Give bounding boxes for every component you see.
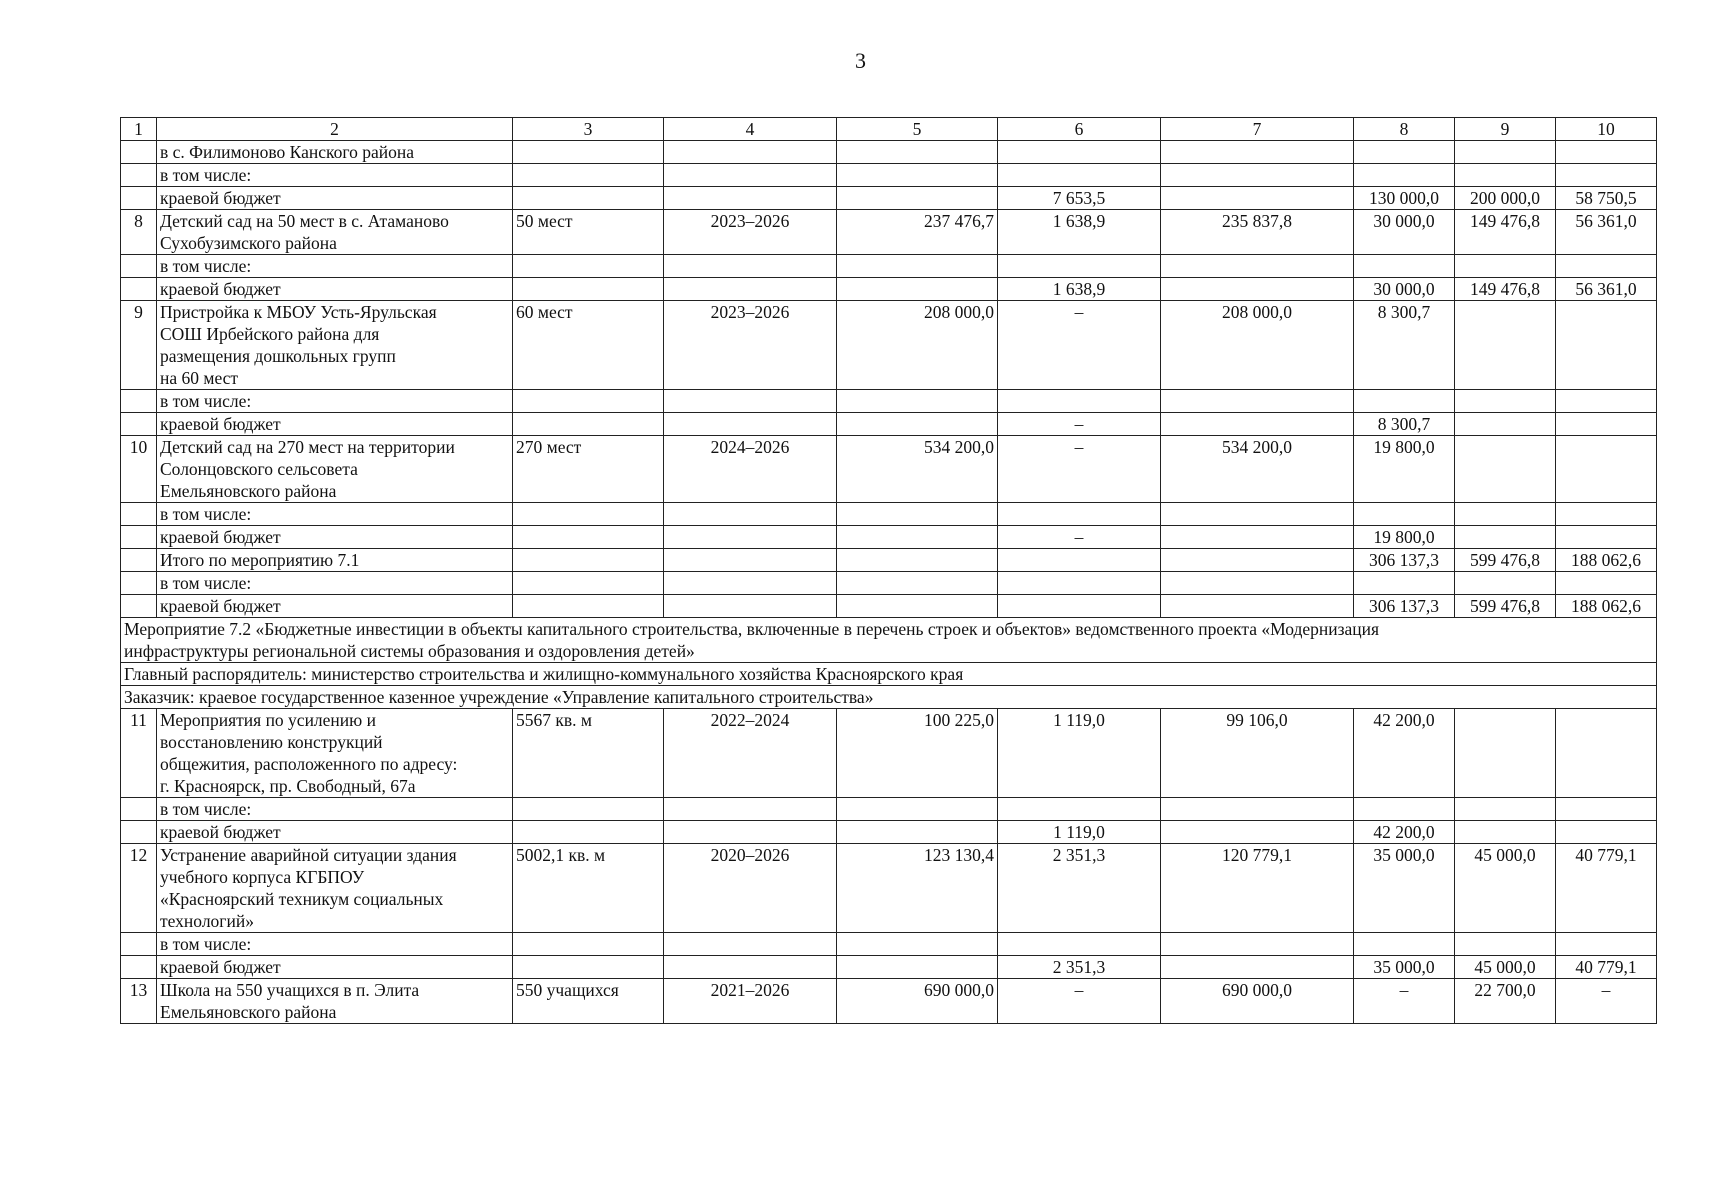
row-name-cell: в с. Филимоново Канского района <box>157 141 513 164</box>
row-name-cell: краевой бюджет <box>157 413 513 436</box>
table-row <box>121 956 1657 979</box>
table-row <box>121 390 1657 413</box>
row-number-cell: 13 <box>121 979 157 1024</box>
value-cell: 22 700,0 <box>1455 979 1556 1024</box>
value-cell: 130 000,0 <box>1354 187 1455 210</box>
value-cell: 5002,1 кв. м <box>513 844 664 933</box>
table-row <box>121 821 1657 844</box>
value-cell <box>513 390 664 413</box>
value-cell <box>664 526 837 549</box>
table-row <box>121 187 1657 210</box>
row-number-cell: 8 <box>121 210 157 255</box>
value-cell <box>1455 526 1556 549</box>
row-name-cell: в том числе: <box>157 164 513 187</box>
value-cell <box>998 595 1161 618</box>
value-cell: 123 130,4 <box>837 844 998 933</box>
value-cell <box>998 390 1161 413</box>
table-row <box>121 798 1657 821</box>
col-header: 2 <box>157 118 513 141</box>
value-cell: 149 476,8 <box>1455 278 1556 301</box>
value-cell <box>998 572 1161 595</box>
value-cell: 60 мест <box>513 301 664 390</box>
value-cell: – <box>998 413 1161 436</box>
value-cell: 8 300,7 <box>1354 413 1455 436</box>
value-cell <box>1354 390 1455 413</box>
value-cell: – <box>1556 979 1657 1024</box>
value-cell: 2 351,3 <box>998 956 1161 979</box>
row-number-cell <box>121 503 157 526</box>
value-cell <box>837 503 998 526</box>
value-cell: – <box>998 526 1161 549</box>
row-name-cell: краевой бюджет <box>157 187 513 210</box>
value-cell <box>1455 255 1556 278</box>
value-cell <box>1161 187 1354 210</box>
value-cell <box>1161 798 1354 821</box>
row-number-cell: 11 <box>121 709 157 798</box>
row-number-cell: 9 <box>121 301 157 390</box>
table-row <box>121 709 1657 798</box>
table-row <box>121 526 1657 549</box>
row-number-cell: 10 <box>121 436 157 503</box>
value-cell <box>1455 301 1556 390</box>
value-cell <box>837 526 998 549</box>
value-cell <box>1161 821 1354 844</box>
row-number-cell <box>121 821 157 844</box>
value-cell: 5567 кв. м <box>513 709 664 798</box>
value-cell <box>998 164 1161 187</box>
row-name-cell: в том числе: <box>157 255 513 278</box>
value-cell: 2021–2026 <box>664 979 837 1024</box>
value-cell <box>513 956 664 979</box>
row-name-cell: Школа на 550 учащихся в п. Элита Емельяновского района <box>157 979 513 1024</box>
table-row <box>121 255 1657 278</box>
value-cell <box>1556 572 1657 595</box>
value-cell <box>513 549 664 572</box>
value-cell: 56 361,0 <box>1556 278 1657 301</box>
value-cell <box>1354 933 1455 956</box>
value-cell: 45 000,0 <box>1455 956 1556 979</box>
value-cell: 8 300,7 <box>1354 301 1455 390</box>
value-cell: 45 000,0 <box>1455 844 1556 933</box>
value-cell <box>1455 572 1556 595</box>
row-number-cell <box>121 278 157 301</box>
column-number-row <box>121 118 1657 141</box>
value-cell <box>998 933 1161 956</box>
value-cell <box>513 526 664 549</box>
value-cell <box>664 821 837 844</box>
value-cell <box>1556 503 1657 526</box>
value-cell <box>1354 164 1455 187</box>
value-cell: 30 000,0 <box>1354 210 1455 255</box>
value-cell <box>837 278 998 301</box>
col-header: 4 <box>664 118 837 141</box>
row-number-cell: 12 <box>121 844 157 933</box>
value-cell <box>1455 503 1556 526</box>
value-cell <box>1161 390 1354 413</box>
value-cell <box>1161 278 1354 301</box>
value-cell: 2023–2026 <box>664 210 837 255</box>
value-cell: 690 000,0 <box>837 979 998 1024</box>
value-cell <box>837 798 998 821</box>
value-cell <box>1161 141 1354 164</box>
value-cell <box>837 413 998 436</box>
value-cell: 40 779,1 <box>1556 956 1657 979</box>
row-number-cell <box>121 572 157 595</box>
value-cell <box>1556 821 1657 844</box>
value-cell: 270 мест <box>513 436 664 503</box>
value-cell <box>837 595 998 618</box>
value-cell: 58 750,5 <box>1556 187 1657 210</box>
table-row <box>121 933 1657 956</box>
value-cell <box>664 413 837 436</box>
value-cell <box>1161 572 1354 595</box>
value-cell <box>837 164 998 187</box>
value-cell: 235 837,8 <box>1161 210 1354 255</box>
value-cell: 99 106,0 <box>1161 709 1354 798</box>
row-name-cell: краевой бюджет <box>157 278 513 301</box>
value-cell: 100 225,0 <box>837 709 998 798</box>
col-header: 6 <box>998 118 1161 141</box>
value-cell <box>1161 503 1354 526</box>
row-name-cell: Детский сад на 270 мест на территории Солонцовского сельсовета Емельяновского района <box>157 436 513 503</box>
value-cell: 208 000,0 <box>1161 301 1354 390</box>
section-text: Мероприятие 7.2 «Бюджетные инвестиции в объекты капитального строительства, включенные в перечень строек и объектов» ведомственного проекта «Модернизация инфраструктуры региональной системы образования и оздоровления детей» <box>121 618 1657 663</box>
col-header: 9 <box>1455 118 1556 141</box>
value-cell <box>513 187 664 210</box>
value-cell <box>1354 572 1455 595</box>
value-cell <box>1556 255 1657 278</box>
row-name-cell: в том числе: <box>157 933 513 956</box>
value-cell <box>1455 933 1556 956</box>
value-cell: 2022–2024 <box>664 709 837 798</box>
value-cell: – <box>1354 979 1455 1024</box>
value-cell <box>664 141 837 164</box>
value-cell <box>1161 956 1354 979</box>
value-cell <box>1354 141 1455 164</box>
value-cell: 30 000,0 <box>1354 278 1455 301</box>
table-row <box>121 413 1657 436</box>
value-cell: 1 638,9 <box>998 210 1161 255</box>
value-cell <box>513 164 664 187</box>
section-text: Главный распорядитель: министерство строительства и жилищно-коммунального хозяйства Красноярского края <box>121 663 1657 686</box>
value-cell: 1 119,0 <box>998 709 1161 798</box>
value-cell: 50 мест <box>513 210 664 255</box>
section-row <box>121 663 1657 686</box>
table-row <box>121 572 1657 595</box>
value-cell: 35 000,0 <box>1354 956 1455 979</box>
value-cell: 200 000,0 <box>1455 187 1556 210</box>
value-cell <box>837 390 998 413</box>
value-cell: 56 361,0 <box>1556 210 1657 255</box>
value-cell <box>664 164 837 187</box>
section-row <box>121 686 1657 709</box>
value-cell: 40 779,1 <box>1556 844 1657 933</box>
value-cell <box>513 413 664 436</box>
table-row <box>121 844 1657 933</box>
value-cell <box>837 187 998 210</box>
budget-table <box>120 117 1657 1024</box>
row-number-cell <box>121 956 157 979</box>
row-name-cell: в том числе: <box>157 798 513 821</box>
value-cell: 534 200,0 <box>1161 436 1354 503</box>
value-cell: 237 476,7 <box>837 210 998 255</box>
row-number-cell <box>121 549 157 572</box>
value-cell <box>513 572 664 595</box>
value-cell: 1 638,9 <box>998 278 1161 301</box>
row-number-cell <box>121 255 157 278</box>
row-name-cell: краевой бюджет <box>157 526 513 549</box>
value-cell <box>1161 164 1354 187</box>
value-cell: 35 000,0 <box>1354 844 1455 933</box>
value-cell <box>664 572 837 595</box>
value-cell <box>1455 141 1556 164</box>
value-cell <box>998 503 1161 526</box>
col-header: 3 <box>513 118 664 141</box>
value-cell <box>998 549 1161 572</box>
value-cell: 188 062,6 <box>1556 549 1657 572</box>
value-cell: 149 476,8 <box>1455 210 1556 255</box>
value-cell <box>1455 709 1556 798</box>
value-cell <box>998 798 1161 821</box>
value-cell: 306 137,3 <box>1354 549 1455 572</box>
value-cell <box>664 549 837 572</box>
table-row <box>121 210 1657 255</box>
table-body <box>121 118 1657 1024</box>
row-name-cell: краевой бюджет <box>157 956 513 979</box>
value-cell <box>513 595 664 618</box>
value-cell <box>837 572 998 595</box>
row-name-cell: Мероприятия по усилению и восстановлению конструкций общежития, расположенного по адресу: г. Красноярск, пр. Свободный, 67а <box>157 709 513 798</box>
value-cell <box>837 255 998 278</box>
section-row <box>121 618 1657 663</box>
value-cell <box>1556 390 1657 413</box>
value-cell: 2 351,3 <box>998 844 1161 933</box>
value-cell <box>998 141 1161 164</box>
value-cell <box>1556 301 1657 390</box>
value-cell <box>664 255 837 278</box>
value-cell <box>664 390 837 413</box>
value-cell <box>837 933 998 956</box>
value-cell <box>664 187 837 210</box>
value-cell <box>1556 709 1657 798</box>
value-cell: 42 200,0 <box>1354 821 1455 844</box>
table-row <box>121 301 1657 390</box>
value-cell: 2024–2026 <box>664 436 837 503</box>
value-cell <box>837 141 998 164</box>
value-cell <box>513 933 664 956</box>
value-cell <box>1161 255 1354 278</box>
value-cell <box>1556 933 1657 956</box>
value-cell <box>664 595 837 618</box>
value-cell: 2020–2026 <box>664 844 837 933</box>
value-cell <box>664 956 837 979</box>
value-cell <box>513 821 664 844</box>
value-cell: 306 137,3 <box>1354 595 1455 618</box>
section-text: Заказчик: краевое государственное казенное учреждение «Управление капитального строительства» <box>121 686 1657 709</box>
value-cell: 690 000,0 <box>1161 979 1354 1024</box>
value-cell: 599 476,8 <box>1455 595 1556 618</box>
page-number: 3 <box>855 48 866 73</box>
value-cell <box>1161 413 1354 436</box>
row-name-cell: в том числе: <box>157 390 513 413</box>
col-header: 8 <box>1354 118 1455 141</box>
value-cell <box>1556 141 1657 164</box>
value-cell <box>1556 526 1657 549</box>
col-header: 7 <box>1161 118 1354 141</box>
row-number-cell <box>121 141 157 164</box>
value-cell: 550 учащихся <box>513 979 664 1024</box>
row-number-cell <box>121 526 157 549</box>
value-cell: 7 653,5 <box>998 187 1161 210</box>
value-cell: – <box>998 979 1161 1024</box>
row-number-cell <box>121 164 157 187</box>
value-cell <box>664 503 837 526</box>
value-cell <box>1556 164 1657 187</box>
value-cell <box>1455 413 1556 436</box>
value-cell <box>664 933 837 956</box>
row-name-cell: краевой бюджет <box>157 821 513 844</box>
row-name-cell: в том числе: <box>157 503 513 526</box>
table-row <box>121 164 1657 187</box>
table-row <box>121 436 1657 503</box>
row-name-cell: Пристройка к МБОУ Усть-Ярульская СОШ Ирбейского района для размещения дошкольных групп на 60 мест <box>157 301 513 390</box>
value-cell <box>1161 933 1354 956</box>
value-cell: 19 800,0 <box>1354 436 1455 503</box>
value-cell: 534 200,0 <box>837 436 998 503</box>
value-cell: 599 476,8 <box>1455 549 1556 572</box>
col-header: 1 <box>121 118 157 141</box>
table-row <box>121 595 1657 618</box>
value-cell <box>1354 503 1455 526</box>
value-cell: – <box>998 436 1161 503</box>
value-cell <box>664 278 837 301</box>
value-cell <box>513 798 664 821</box>
table-row <box>121 979 1657 1024</box>
row-number-cell <box>121 413 157 436</box>
row-name-cell: в том числе: <box>157 572 513 595</box>
row-name-cell: краевой бюджет <box>157 595 513 618</box>
value-cell <box>1556 798 1657 821</box>
value-cell: 120 779,1 <box>1161 844 1354 933</box>
value-cell <box>837 549 998 572</box>
table-row <box>121 549 1657 572</box>
value-cell <box>513 278 664 301</box>
value-cell: 1 119,0 <box>998 821 1161 844</box>
row-number-cell <box>121 390 157 413</box>
value-cell: 208 000,0 <box>837 301 998 390</box>
row-number-cell <box>121 595 157 618</box>
value-cell <box>1161 549 1354 572</box>
row-name-cell: Устранение аварийной ситуации здания учебного корпуса КГБПОУ «Красноярский техникум социальных технологий» <box>157 844 513 933</box>
value-cell: 188 062,6 <box>1556 595 1657 618</box>
value-cell: 2023–2026 <box>664 301 837 390</box>
value-cell <box>1455 436 1556 503</box>
value-cell <box>513 503 664 526</box>
value-cell <box>1455 390 1556 413</box>
col-header: 5 <box>837 118 998 141</box>
value-cell <box>1455 164 1556 187</box>
value-cell <box>1455 821 1556 844</box>
col-header: 10 <box>1556 118 1657 141</box>
table-row <box>121 503 1657 526</box>
value-cell <box>1354 255 1455 278</box>
value-cell: 42 200,0 <box>1354 709 1455 798</box>
row-number-cell <box>121 798 157 821</box>
table-row <box>121 141 1657 164</box>
value-cell <box>513 255 664 278</box>
value-cell <box>1161 595 1354 618</box>
value-cell <box>837 821 998 844</box>
value-cell <box>1354 798 1455 821</box>
table-row <box>121 278 1657 301</box>
value-cell: 19 800,0 <box>1354 526 1455 549</box>
value-cell <box>664 798 837 821</box>
value-cell <box>1455 798 1556 821</box>
row-number-cell <box>121 933 157 956</box>
row-name-cell: Итого по мероприятию 7.1 <box>157 549 513 572</box>
value-cell <box>1556 413 1657 436</box>
value-cell <box>513 141 664 164</box>
row-name-cell: Детский сад на 50 мест в с. Атаманово Сухобузимского района <box>157 210 513 255</box>
value-cell <box>1556 436 1657 503</box>
value-cell <box>837 956 998 979</box>
row-number-cell <box>121 187 157 210</box>
value-cell <box>1161 526 1354 549</box>
value-cell <box>998 255 1161 278</box>
value-cell: – <box>998 301 1161 390</box>
